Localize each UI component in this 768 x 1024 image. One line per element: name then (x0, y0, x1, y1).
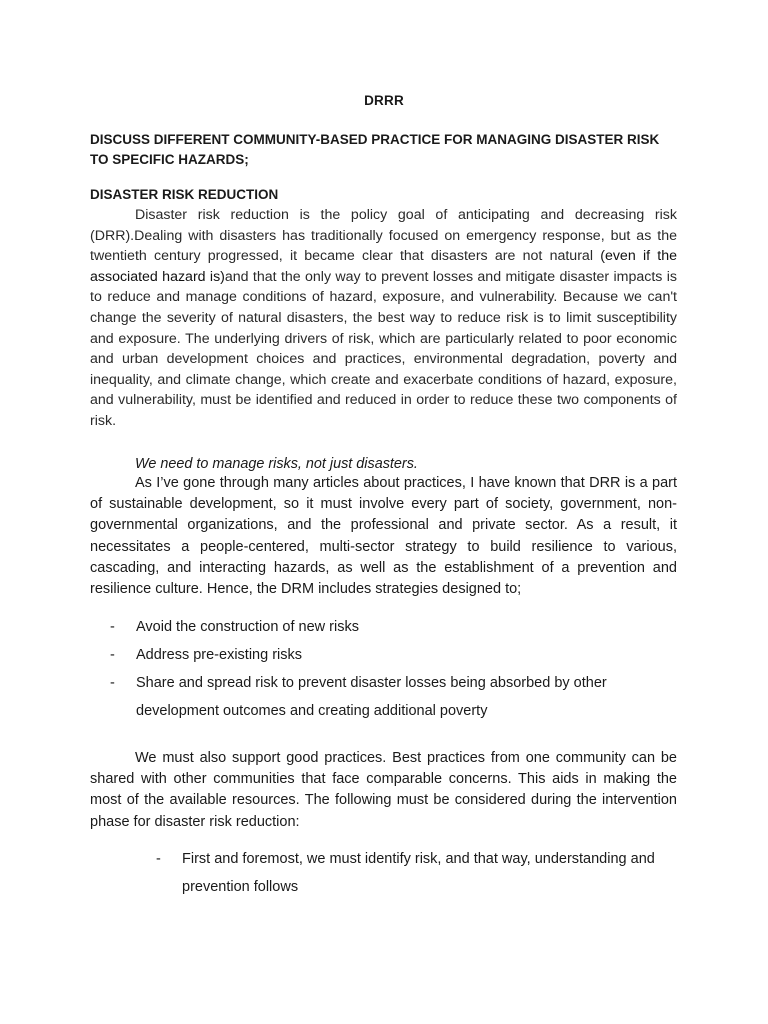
list-item (110, 669, 680, 725)
main-heading: DISCUSS DIFFERENT COMMUNITY-BASED PRACTICE FOR MANAGING DISASTER RISK TO SPECIFIC HAZARDS; (90, 132, 660, 167)
paragraph-good-practices (90, 748, 677, 833)
paragraph-text: As I’ve gone through many articles about practices, I have known that DRR is a part of sustainable development, so it must involve every part of society, government, non-governmental organizations, and the professional and private sector. As a result, it necessitates a people-centered, multi-sector strategy to build resilience to various, cascading, and interacting hazards, as well as the establishment of a prevention and resilience culture. Hence, the DRM includes strategies designed to; (90, 475, 677, 598)
paragraph-practices (90, 473, 677, 600)
list-item (110, 641, 680, 669)
list-item-text: Avoid the construction of new risks (136, 619, 359, 635)
dash-bullet: - (110, 647, 115, 663)
strategy-list (110, 613, 680, 725)
emphasis-statement: We need to manage risks, not just disasters. (135, 456, 418, 472)
list-item-text: Share and spread risk to prevent disaster losses being absorbed by other development outcomes and creating additional poverty (136, 675, 607, 719)
intervention-list (156, 845, 686, 901)
document-title: DRRR (364, 93, 404, 108)
dash-bullet: - (156, 851, 161, 867)
dash-bullet: - (110, 619, 115, 635)
list-item-text: First and foremost, we must identify risk, and that way, understanding and prevention follows (182, 851, 655, 895)
paragraph-text: Disaster risk reduction is the policy goal of anticipating and decreasing risk (DRR).Dealing with disasters has traditionally focused on emergency response, but as the twentieth century progressed, it became clear that disasters are not natural (90, 207, 677, 265)
list-item (110, 613, 680, 641)
list-item-text: Address pre-existing risks (136, 647, 302, 663)
dash-bullet: - (110, 675, 115, 691)
paragraph-text: We must also support good practices. Best practices from one community can be shared with other communities that face comparable concerns. This aids in making the most of the available resources. The following must be considered during the intervention phase for disaster risk reduction: (90, 750, 677, 830)
section-heading: DISASTER RISK REDUCTION (90, 187, 279, 202)
paragraph-bold-text: (even if the associated hazard is) (90, 248, 677, 285)
paragraph-text: and that the only way to prevent losses and mitigate disaster impacts is to reduce and manage conditions of hazard, exposure, and vulnerability. Because we can't change the severity of natural disasters, the best way to reduce risk is to limit susceptibility and exposure. The underlying drivers of risk, which are particularly related to poor economic and urban development choices and practices, environmental degradation, poverty and inequality, and climate change, which create and exacerbate conditions of hazard, exposure, and vulnerability, must be identified and reduced in order to reduce these two components of risk. (90, 268, 677, 429)
list-item (156, 845, 686, 901)
paragraph-disaster-risk-reduction (90, 205, 677, 432)
